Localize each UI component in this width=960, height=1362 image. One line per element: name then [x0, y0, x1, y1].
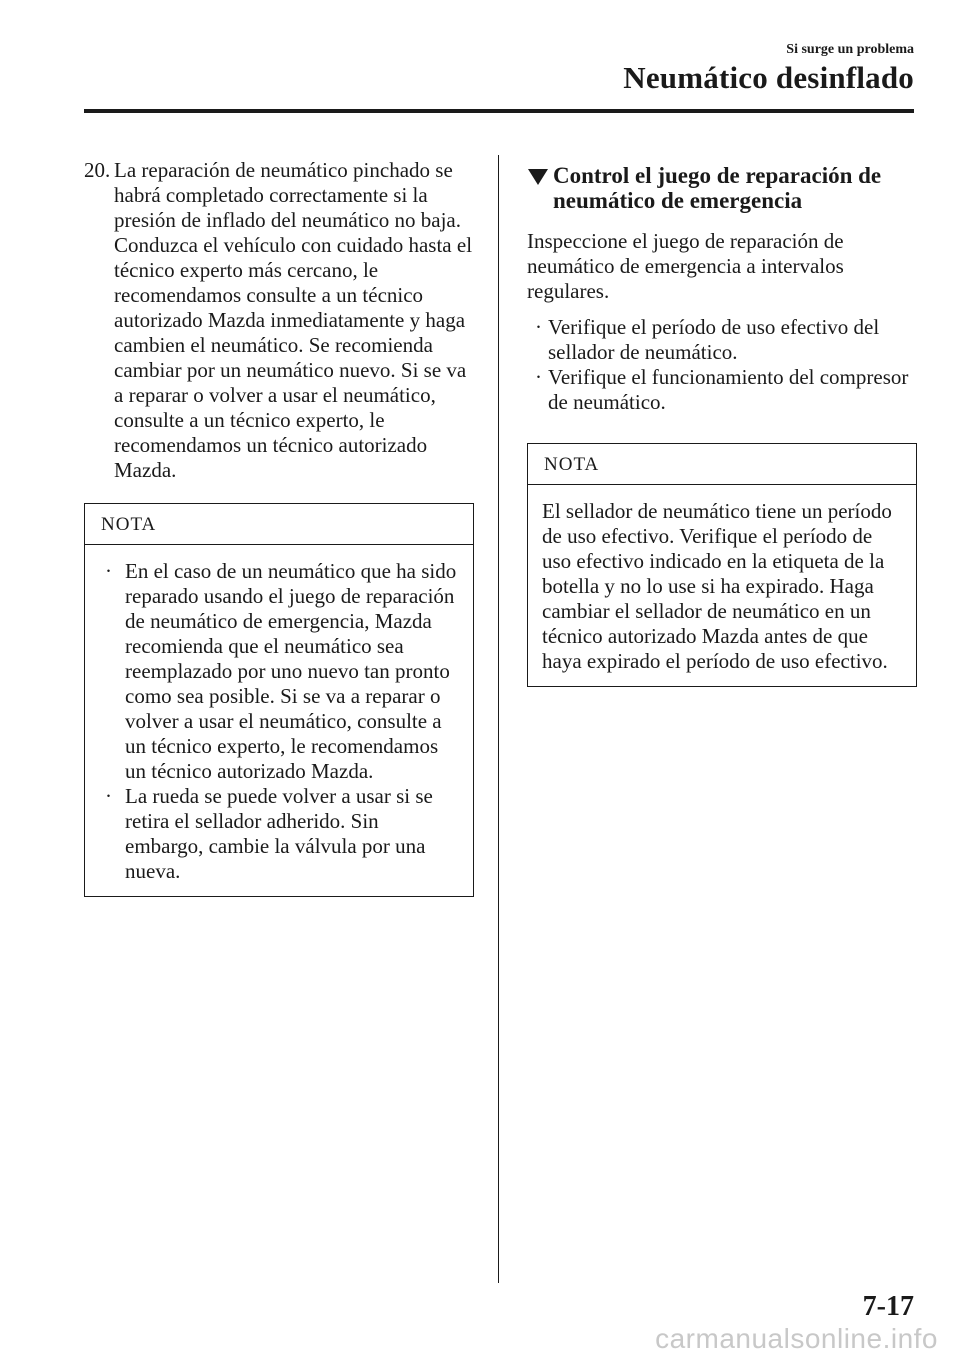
- check-list: [527, 315, 917, 415]
- list-item: [527, 365, 917, 415]
- column-divider: [498, 155, 499, 1283]
- step-number: 20.: [84, 158, 111, 182]
- list-item-text: Verifique el funcionamiento del compresor de neumático.: [548, 365, 909, 414]
- bullet-dot-icon: ·: [105, 784, 112, 808]
- header-rule: [84, 109, 914, 113]
- bullet-dot-icon: ·: [535, 365, 542, 389]
- note-item: [99, 784, 461, 884]
- left-column: [84, 158, 474, 897]
- note-box: [527, 443, 917, 687]
- intro-paragraph: Inspeccione el juego de reparación de neumático de emergencia a intervalos regulares.: [527, 229, 844, 303]
- note-list: [99, 559, 461, 884]
- note-item-text: La rueda se puede volver a usar si se retira el sellador adherido. Sin embargo, cambie la válvula por una nueva.: [125, 784, 433, 883]
- note-item: [99, 559, 461, 784]
- note-box: [84, 503, 474, 897]
- triangle-down-icon: [528, 169, 548, 185]
- note-body: [85, 545, 473, 896]
- bullet-dot-icon: ·: [105, 559, 112, 583]
- list-item-text: Verifique el período de uso efectivo del sellador de neumático.: [548, 315, 880, 364]
- section-heading: [527, 163, 917, 213]
- note-body: El sellador de neumático tiene un período de uso efectivo. Verifique el período de uso efectivo indicado en la etiqueta de la botella y no lo use si ha expirado. Haga cambiar el sellador de neumático en un técnico autorizado Mazda antes de que haya expirado el período de uso efectivo.: [542, 499, 892, 673]
- note-label: NOTA: [528, 444, 916, 485]
- section-heading-text: Control el juego de reparación de neumático de emergencia: [553, 163, 882, 213]
- section-label: Si surge un problema: [786, 42, 914, 57]
- step-20: [84, 158, 474, 483]
- step-text: La reparación de neumático pinchado se habrá completado correctamente si la presión de inflado del neumático no baja. Conduzca el vehículo con cuidado hasta el técnico experto más cercano, le recomendamos consulte a un técnico autorizado Mazda inmediatamente y haga cambien el neumático. Se recomienda cambiar por un neumático nuevo. Si se va a reparar o volver a usar el neumático, consulte a un técnico experto, le recomendamos un técnico autorizado Mazda.: [114, 158, 473, 482]
- right-column: [527, 158, 917, 687]
- watermark-logo: carmanualsonline.info: [655, 1323, 938, 1354]
- page-number: 7-17: [862, 1291, 914, 1322]
- note-item-text: En el caso de un neumático que ha sido reparado usando el juego de reparación de neumático de emergencia, Mazda recomienda que el neumático sea reemplazado por uno nuevo tan pronto como sea posible. Si se va a reparar o volver a usar el neumático, consulte a un técnico experto, le recomendamos un técnico autorizado Mazda.: [125, 559, 457, 783]
- bullet-dot-icon: ·: [535, 315, 542, 339]
- note-label: NOTA: [85, 504, 473, 545]
- page-title: Neumático desinflado: [623, 60, 914, 95]
- list-item: [527, 315, 917, 365]
